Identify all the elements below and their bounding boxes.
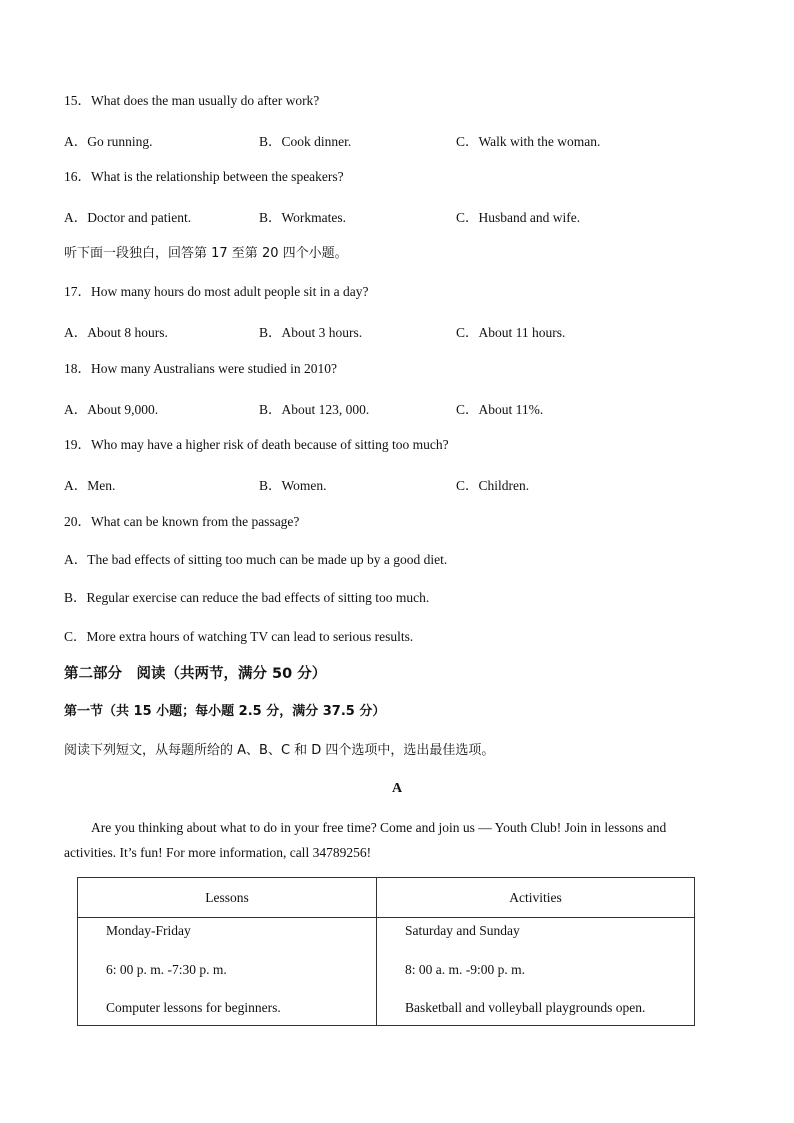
youth-club-table	[77, 877, 695, 1026]
option-a: A．About 8 hours.	[64, 325, 168, 340]
section-one-heading: 第一节（共 15 小题；每小题 2.5 分，满分 37.5 分）	[64, 704, 386, 719]
option-c: C．Walk with the woman.	[456, 134, 601, 149]
option-b: B．About 123, 000.	[259, 402, 370, 417]
question-15: 15．What does the man usually do after work?	[64, 93, 320, 108]
question-16: 16．What is the relationship between the speakers?	[64, 169, 344, 184]
question-19: 19．Who may have a higher risk of death because of sitting too much?	[64, 437, 449, 452]
option-c: C．Husband and wife.	[456, 210, 581, 225]
question-18-options	[64, 398, 744, 416]
activities-time: 8: 00 a. m. -9:00 p. m.	[405, 961, 525, 977]
option-c: C．About 11 hours.	[456, 325, 566, 340]
question-20: 20．What can be known from the passage?	[64, 514, 300, 529]
table-header-row	[78, 878, 695, 918]
activities-days: Saturday and Sunday	[405, 923, 520, 938]
question-19-options	[64, 474, 744, 492]
reading-instruction: 阅读下列短文，从每题所给的 A、B、C 和 D 四个选项中，选出最佳选项。	[64, 743, 495, 758]
option-a: A．Doctor and patient.	[64, 210, 192, 225]
option-b: B．Workmates.	[259, 210, 347, 225]
question-16-options	[64, 206, 744, 224]
passage-label: A	[391, 781, 403, 796]
table-row	[78, 918, 695, 1026]
option-b: B．Cook dinner.	[259, 134, 352, 149]
lessons-description: Computer lessons for beginners.	[106, 1000, 281, 1015]
lessons-cell	[78, 918, 377, 1026]
passage-paragraph: Are you thinking about what to do in your free time? Come and join us — Youth Club! Join in lessons and activities. It’s fun! For more information, call 34789256!	[64, 820, 667, 860]
question-17: 17．How many hours do most adult people sit in a day?	[64, 284, 369, 299]
header-lessons: Lessons	[78, 878, 377, 918]
option-c: C．Children.	[456, 478, 530, 493]
question-20-option-c: C．More extra hours of watching TV can lead to serious results.	[64, 629, 414, 644]
option-b: B．Women.	[259, 478, 327, 493]
question-20-option-a: A．The bad effects of sitting too much can be made up by a good diet.	[64, 552, 448, 567]
monologue-instruction: 听下面一段独白，回答第 17 至第 20 四个小题。	[64, 246, 348, 261]
question-15-options	[64, 130, 744, 148]
question-17-options	[64, 321, 744, 339]
option-a: A．About 9,000.	[64, 402, 159, 417]
question-20-option-b: B．Regular exercise can reduce the bad effects of sitting too much.	[64, 590, 430, 605]
option-a: A．Men.	[64, 478, 116, 493]
activities-description: Basketball and volleyball playgrounds open.	[405, 1000, 646, 1015]
lessons-time: 6: 00 p. m. -7:30 p. m.	[106, 961, 227, 977]
part-two-heading: 第二部分 阅读（共两节，满分 50 分）	[64, 666, 327, 682]
option-b: B．About 3 hours.	[259, 325, 363, 340]
question-18: 18．How many Australians were studied in 2010?	[64, 361, 337, 376]
option-a: A．Go running.	[64, 134, 153, 149]
activities-cell	[377, 918, 695, 1026]
option-c: C．About 11%.	[456, 402, 544, 417]
header-activities: Activities	[377, 878, 695, 918]
lessons-days: Monday-Friday	[106, 923, 191, 938]
